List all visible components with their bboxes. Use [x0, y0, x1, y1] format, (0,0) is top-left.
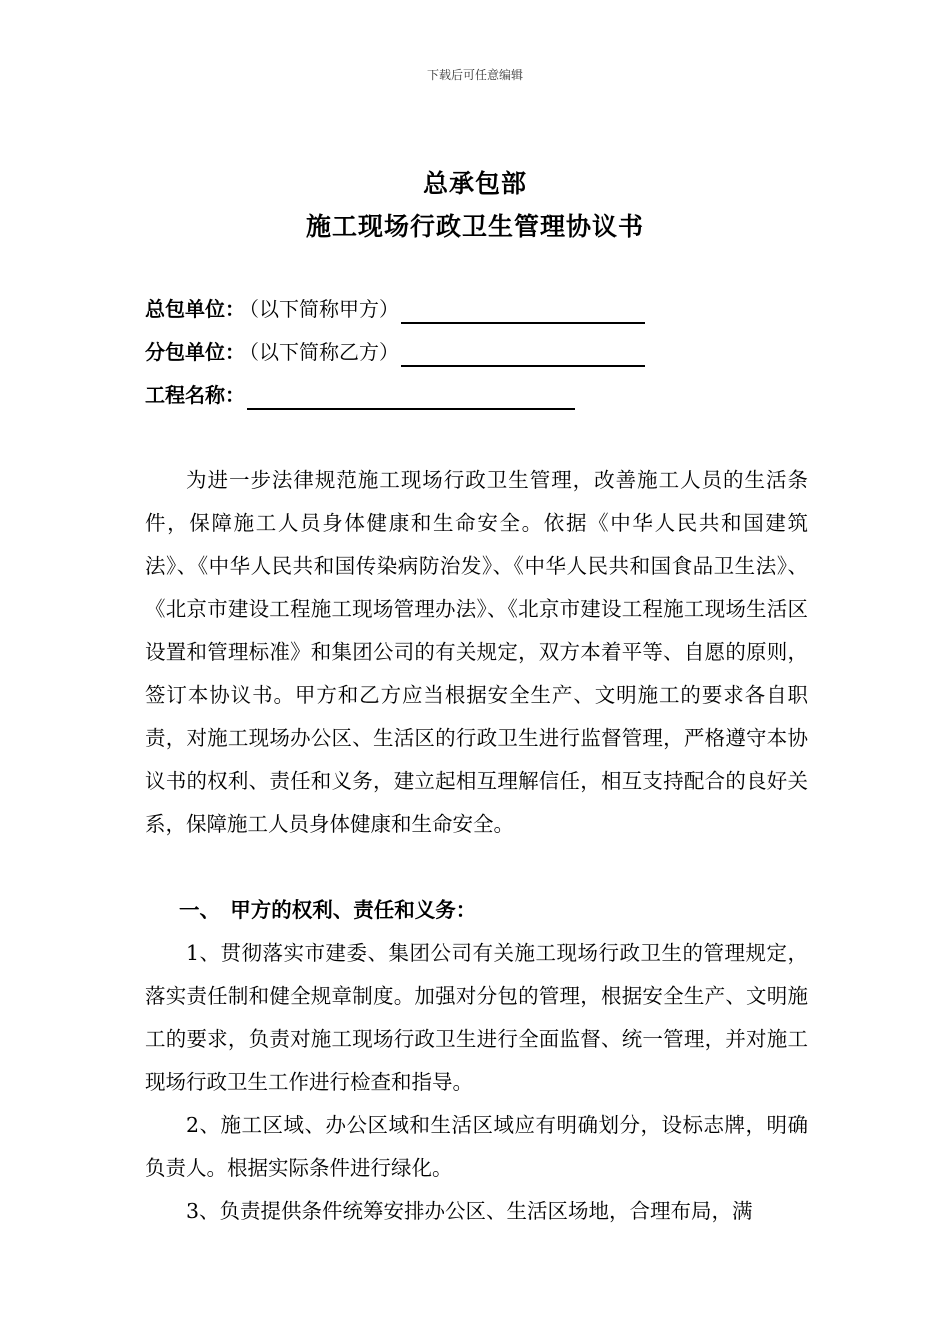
document-title-line2: 施工现场行政卫生管理协议书	[305, 212, 644, 241]
item-1-text: 1、贯彻落实市建委、集团公司有关施工现场行政卫生的管理规定，落实责任制和健全规章制度。加强对分包的管理，根据安全生产、文明施工的要求，负责对施工现场行政卫生进行全面监督、统一管理，并对施工现场行政卫生工作进行检查和指导。	[145, 941, 808, 1094]
intro-text: 为进一步法律规范施工现场行政卫生管理，改善施工人员的生活条件，保障施工人员身体健康和生命安全。依据《中华人民共和国建筑法》、《中华人民共和国传染病防治发》、《中华人民共和国食品卫生法》、《北京市建设工程施工现场管理办法》、《北京市建设工程施工现场生活区设置和管理标准》和集团公司的有关规定，双方本着平等、自愿的原则，签订本协议书。甲方和乙方应当根据安全生产、文明施工的要求各自职责，对施工现场办公区、生活区的行政卫生进行监督管理，严格遵守本协议书的权利、责任和义务，建立起相互理解信任，相互支持配合的良好关系，保障施工人员身体健康和生命安全。	[145, 468, 808, 836]
list-item	[145, 1104, 808, 1190]
contractor-blank-line	[401, 298, 645, 324]
subcontractor-field	[145, 337, 645, 367]
project-name-label: 工程名称：	[145, 383, 245, 407]
contractor-note: （以下简称甲方）	[249, 297, 399, 321]
document-title-line1: 总承包部	[422, 169, 527, 198]
subcontractor-note: （以下简称乙方）	[249, 340, 399, 364]
subcontractor-blank-line	[401, 341, 645, 367]
section1-heading-block	[145, 889, 808, 932]
contractor-label: 总包单位：	[145, 297, 245, 321]
contractor-field	[145, 294, 645, 324]
project-name-field	[145, 380, 575, 410]
intro-paragraph	[145, 459, 808, 846]
project-name-blank-line	[247, 384, 575, 410]
header-note: 下载后可任意编辑	[426, 68, 523, 82]
item-2-text: 2、施工区域、办公区域和生活区域应有明确划分，设标志牌，明确负责人。根据实际条件进行绿化。	[145, 1113, 808, 1180]
list-item	[145, 932, 808, 1104]
subcontractor-label: 分包单位：	[145, 340, 245, 364]
section1-heading: 一、 甲方的权利、责任和义务：	[179, 898, 477, 922]
list-item	[145, 1190, 808, 1233]
item-3-text: 3、负责提供条件统筹安排办公区、生活区场地，合理布局，满	[186, 1199, 753, 1223]
